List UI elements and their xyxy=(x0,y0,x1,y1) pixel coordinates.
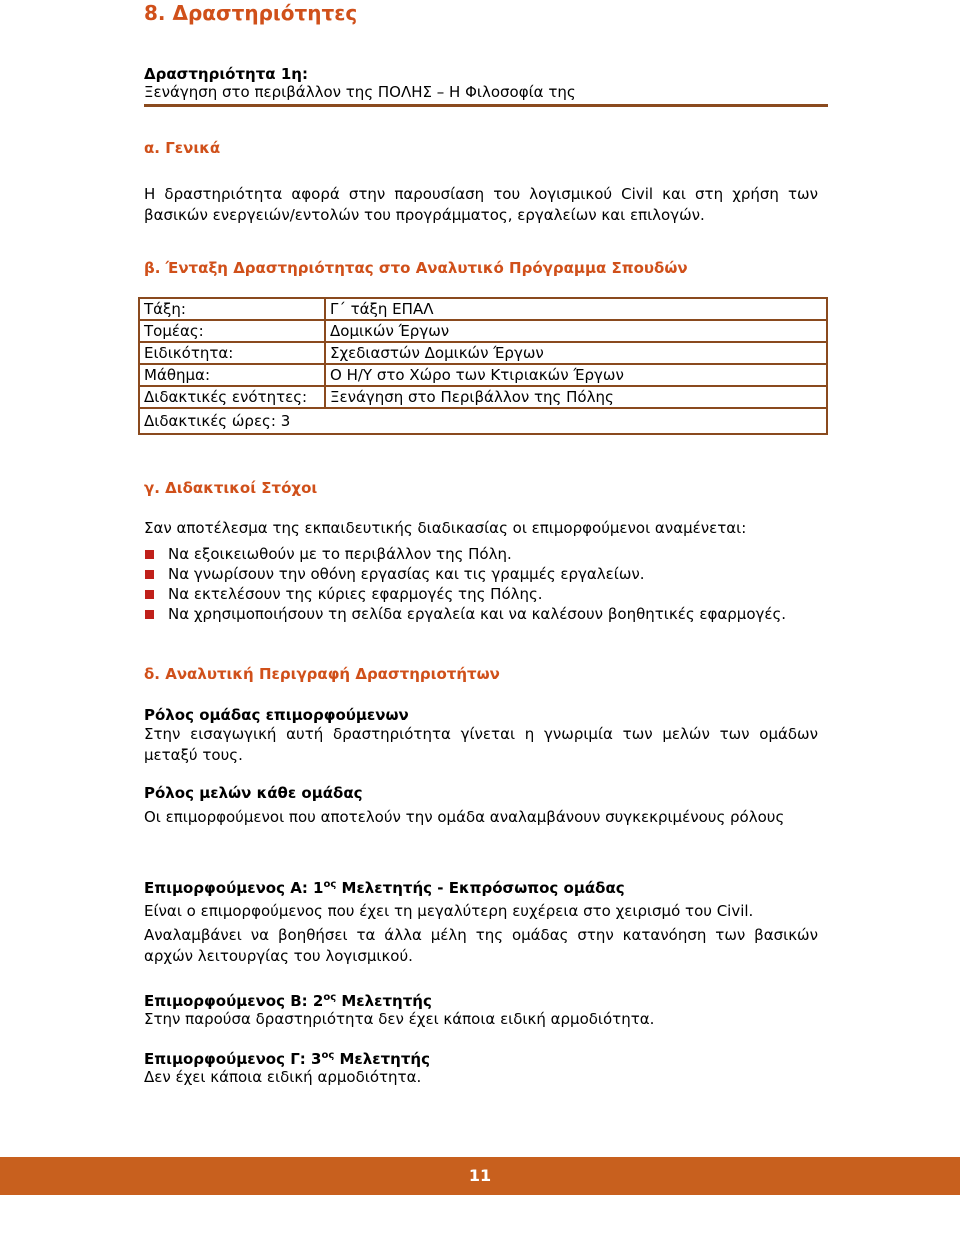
section-c-intro: Σαν αποτέλεσμα της εκπαιδευτικής διαδικασίας οι επιμορφούμενοι αναμένεται: xyxy=(144,519,747,537)
trainee-a-text1: Είναι ο επιμορφούμενος που έχει τη μεγαλύτερη ευχέρεια στο χειρισμό του Civil. xyxy=(144,902,754,920)
table-row xyxy=(139,298,827,320)
table-row xyxy=(139,320,827,342)
table-label-class: Τάξη: xyxy=(139,298,325,320)
table-label-hours: Διδακτικές ώρες: xyxy=(144,412,276,430)
bullet-icon xyxy=(145,570,154,579)
trainee-a-title xyxy=(144,875,625,898)
trainee-c-title xyxy=(144,1046,430,1069)
bullet-icon xyxy=(145,610,154,619)
section-d-heading: δ. Αναλυτική Περιγραφή Δραστηριοτήτων xyxy=(144,665,500,683)
table-value-specialty: Σχεδιαστών Δομικών Έργων xyxy=(325,342,827,364)
activity-title: Δραστηριότητα 1η: xyxy=(144,65,308,83)
table-value-hours: 3 xyxy=(280,412,291,430)
table-value-class: Γ΄ τάξη ΕΠΑΛ xyxy=(325,298,827,320)
list-item xyxy=(144,564,818,584)
section-c-heading: γ. Διδακτικοί Στόχοι xyxy=(144,479,318,497)
activity-subtitle: Ξενάγηση στο περιβάλλον της ΠΟΛΗΣ – Η Φιλοσοφία της xyxy=(144,83,576,101)
table-label-units: Διδακτικές ενότητες: xyxy=(139,386,325,408)
trainee-c-sup: ος xyxy=(321,1050,335,1061)
list-item xyxy=(144,544,818,564)
table-row xyxy=(139,386,827,408)
goal-text: Να χρησιμοποιήσουν τη σελίδα εργαλεία και να καλέσουν βοηθητικές εφαρμογές. xyxy=(168,605,787,623)
table-label-course: Μάθημα: xyxy=(139,364,325,386)
list-item xyxy=(144,584,818,604)
member-role-title: Ρόλος μελών κάθε ομάδας xyxy=(144,784,363,802)
table-row xyxy=(139,408,827,434)
goals-list xyxy=(144,544,818,624)
table-label-sector: Τομέας: xyxy=(139,320,325,342)
trainee-c-text: Δεν έχει κάποια ειδική αρμοδιότητα. xyxy=(144,1068,422,1086)
trainee-c-suffix: Μελετητής xyxy=(334,1050,431,1068)
table-row xyxy=(139,364,827,386)
trainee-b-suffix: Μελετητής xyxy=(336,992,432,1010)
trainee-b-title xyxy=(144,988,432,1011)
chapter-title: 8. Δραστηριότητες xyxy=(144,1,358,25)
page-number: 11 xyxy=(468,1166,492,1185)
table-hours-cell xyxy=(139,408,827,434)
trainee-a-sup: ος xyxy=(323,879,337,890)
table-value-course: Ο Η/Υ στο Χώρο των Κτιριακών Έργων xyxy=(325,364,827,386)
member-role-text: Οι επιμορφούμενοι που αποτελούν την ομάδα αναλαμβάνουν συγκεκριμένους ρόλους xyxy=(144,808,785,826)
group-role-title: Ρόλος ομάδας επιμορφούμενων xyxy=(144,706,409,724)
bullet-icon xyxy=(145,590,154,599)
section-b-heading: β. Ένταξη Δραστηριότητας στο Αναλυτικό Πρόγραμμα Σπουδών xyxy=(144,259,688,277)
group-role-text: Στην εισαγωγική αυτή δραστηριότητα γίνεται η γνωριμία των μελών των ομάδων μεταξύ τους. xyxy=(144,725,818,764)
goal-text: Να γνωρίσουν την οθόνη εργασίας και τις γραμμές εργαλείων. xyxy=(168,565,645,583)
section-divider xyxy=(144,104,828,107)
trainee-b-text: Στην παρούσα δραστηριότητα δεν έχει κάποια ειδική αρμοδιότητα. xyxy=(144,1010,655,1028)
list-item xyxy=(144,604,818,624)
table-label-specialty: Ειδικότητα: xyxy=(139,342,325,364)
curriculum-table xyxy=(138,297,828,435)
goal-text: Να εκτελέσουν της κύριες εφαρμογές της Πόλης. xyxy=(168,585,543,603)
trainee-b-prefix: Επιμορφούμενος Β: 2 xyxy=(144,992,324,1010)
section-a-heading: α. Γενικά xyxy=(144,139,221,157)
trainee-c-prefix: Επιμορφούμενος Γ: 3 xyxy=(144,1050,322,1068)
table-row xyxy=(139,342,827,364)
table-value-units: Ξενάγηση στο Περιβάλλον της Πόλης xyxy=(325,386,827,408)
trainee-b-sup: ος xyxy=(323,992,337,1003)
page-footer xyxy=(0,1157,960,1195)
trainee-a-prefix: Επιμορφούμενος Α: 1 xyxy=(144,879,324,897)
trainee-a-suffix: Μελετητής - Εκπρόσωπος ομάδας xyxy=(336,879,625,897)
table-value-sector: Δομικών Έργων xyxy=(325,320,827,342)
bullet-icon xyxy=(145,550,154,559)
goal-text: Να εξοικειωθούν με το περιβάλλον της Πόλη. xyxy=(168,545,512,563)
trainee-a-text2: Αναλαμβάνει να βοηθήσει τα άλλα μέλη της ομάδας στην κατανόηση των βασικών αρχών λειτουργίας του λογισμικού. xyxy=(144,926,818,965)
section-a-text: Η δραστηριότητα αφορά στην παρουσίαση του λογισμικού Civil και στη χρήση των βασικών ενεργειών/εντολών του προγράμματος, εργαλείων και επιλογών. xyxy=(144,185,818,224)
